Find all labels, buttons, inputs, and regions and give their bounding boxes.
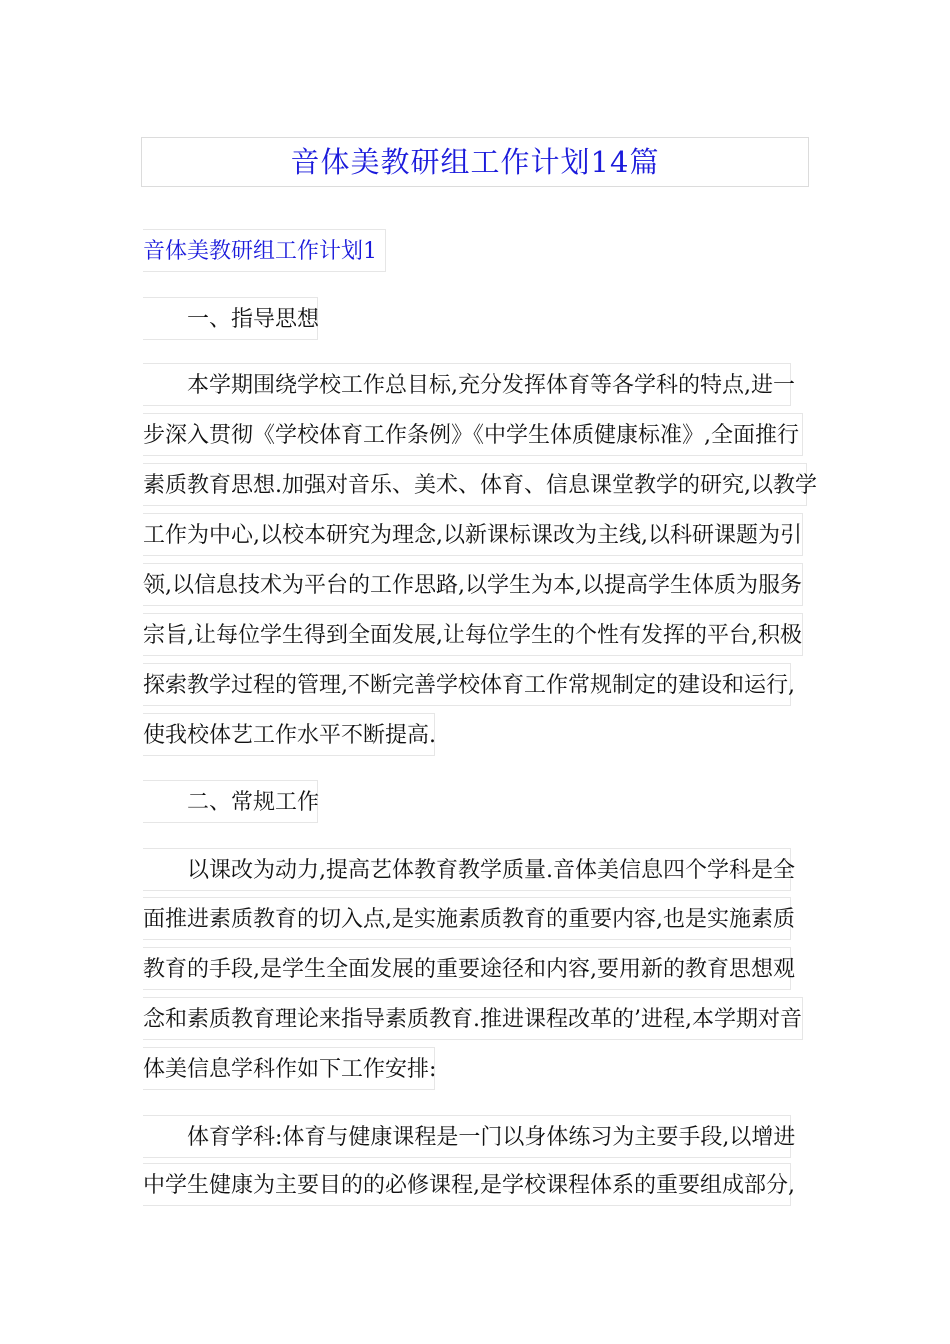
paragraph-line: 以课改为动力,提高艺体教育教学质量.音体美信息四个学科是全 xyxy=(143,848,791,891)
document-title-box xyxy=(141,137,809,187)
paragraph-line: 体育学科:体育与健康课程是一门以身体练习为主要手段,以增进 xyxy=(143,1115,791,1158)
paragraph-line: 中学生健康为主要目的的必修课程,是学校课程体系的重要组成部分, xyxy=(143,1163,791,1206)
paragraph-line: 宗旨,让每位学生得到全面发展,让每位学生的个性有发挥的平台,积极 xyxy=(143,613,803,656)
paragraph-line: 教育的手段,是学生全面发展的重要途径和内容,要用新的教育思想观 xyxy=(143,947,791,990)
paragraph-line: 领,以信息技术为平台的工作思路,以学生为本,以提高学生体质为服务 xyxy=(143,563,803,606)
section-title: 音体美教研组工作计划1 xyxy=(143,229,386,272)
paragraph-line: 素质教育思想.加强对音乐、美术、体育、信息课堂教学的研究,以教学 xyxy=(143,463,807,506)
paragraph-line: 工作为中心,以校本研究为理念,以新课标课改为主线,以科研课题为引 xyxy=(143,513,803,556)
paragraph-line: 使我校体艺工作水平不断提高. xyxy=(143,713,435,756)
heading-guiding-ideology: 一、指导思想 xyxy=(143,297,318,340)
paragraph-line: 本学期围绕学校工作总目标,充分发挥体育等各学科的特点,进一 xyxy=(143,363,791,406)
paragraph-line: 探索教学过程的管理,不断完善学校体育工作常规制定的建设和运行, xyxy=(143,663,791,706)
heading-routine-work: 二、常规工作 xyxy=(143,780,318,823)
paragraph-line: 面推进素质教育的切入点,是实施素质教育的重要内容,也是实施素质 xyxy=(143,897,791,940)
document-title: 音体美教研组工作计划14篇 xyxy=(290,145,660,179)
paragraph-line: 步深入贯彻《学校体育工作条例》《中学生体质健康标准》,全面推行 xyxy=(143,413,803,456)
paragraph-line: 体美信息学科作如下工作安排: xyxy=(143,1047,435,1090)
paragraph-line: 念和素质教育理论来指导素质教育.推进课程改革的’进程,本学期对音 xyxy=(143,997,803,1040)
